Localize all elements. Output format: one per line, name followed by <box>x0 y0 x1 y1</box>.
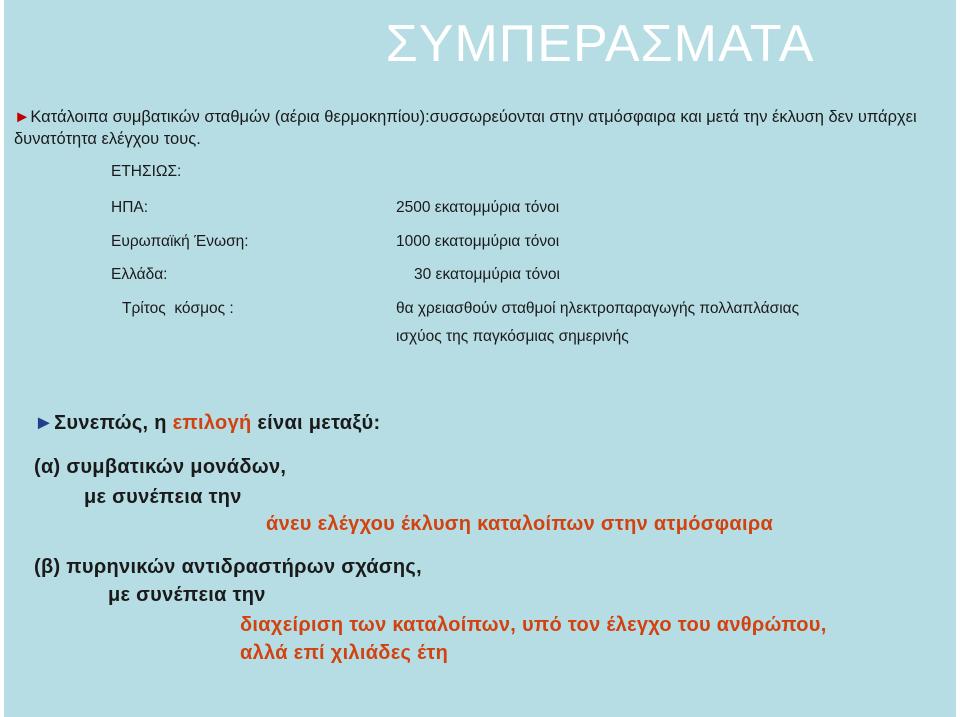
option-b-result-line2: αλλά επί χιλιάδες έτη <box>240 642 449 664</box>
option-b-result-line1: διαχείριση των καταλοίπων, υπό τον έλεγχο του ανθρώπου, <box>240 614 827 636</box>
option-b: (β) πυρηνικών αντιδραστήρων σχάσης, <box>34 556 422 578</box>
row-value-third-world: θα χρειασθούν σταθμοί ηλεκτροπαραγωγής πολλαπλάσιας <box>396 300 800 317</box>
row-value-usa: 2500 εκατομμύρια τόνοι <box>396 199 560 216</box>
option-a-sub: με συνέπεια την <box>84 486 242 508</box>
option-b-sub: με συνέπεια την <box>108 584 266 606</box>
row-label-greece: Ελλάδα: <box>111 266 168 283</box>
row-label-third-world: Τρίτος κόσμος : <box>122 300 234 317</box>
intro-paragraph <box>14 106 949 150</box>
highlight-choice: επιλογή <box>172 412 252 434</box>
page-title: ΣΥΜΠΕΡΑΣΜΑΤΑ <box>385 15 815 73</box>
row-label-usa: ΗΠΑ: <box>111 199 149 216</box>
conclusion-lead: ►Συνεπώς, η επιλογή είναι μεταξύ: <box>34 412 381 434</box>
blue-triangle-bullet-icon: ► <box>34 412 55 434</box>
row-value-greece: 30 εκατομμύρια τόνοι <box>414 266 560 283</box>
row-value-eu: 1000 εκατομμύρια τόνοι <box>396 233 560 250</box>
option-a: (α) συμβατικών μονάδων, <box>34 456 287 478</box>
option-a-result: άνευ ελέγχου έκλυση καταλοίπων στην ατμόσφαιρα <box>266 513 774 535</box>
intro-text: Κατάλοιπα συμβατικών σταθμών (αέρια θερμοκηπίου):συσσωρεύονται στην ατμόσφαιρα και μετά την έκλυση δεν υπάρχει δυνατότητα ελέγχου τους. <box>14 108 917 148</box>
annual-heading: ΕΤΗΣΙΩΣ: <box>111 163 182 180</box>
row-value-third-world-cont: ισχύος της παγκόσμιας σημερινής <box>396 328 629 345</box>
red-triangle-bullet-icon: ► <box>14 108 31 126</box>
row-label-eu: Ευρωπαϊκή Ένωση: <box>111 233 249 250</box>
slide <box>4 0 956 717</box>
